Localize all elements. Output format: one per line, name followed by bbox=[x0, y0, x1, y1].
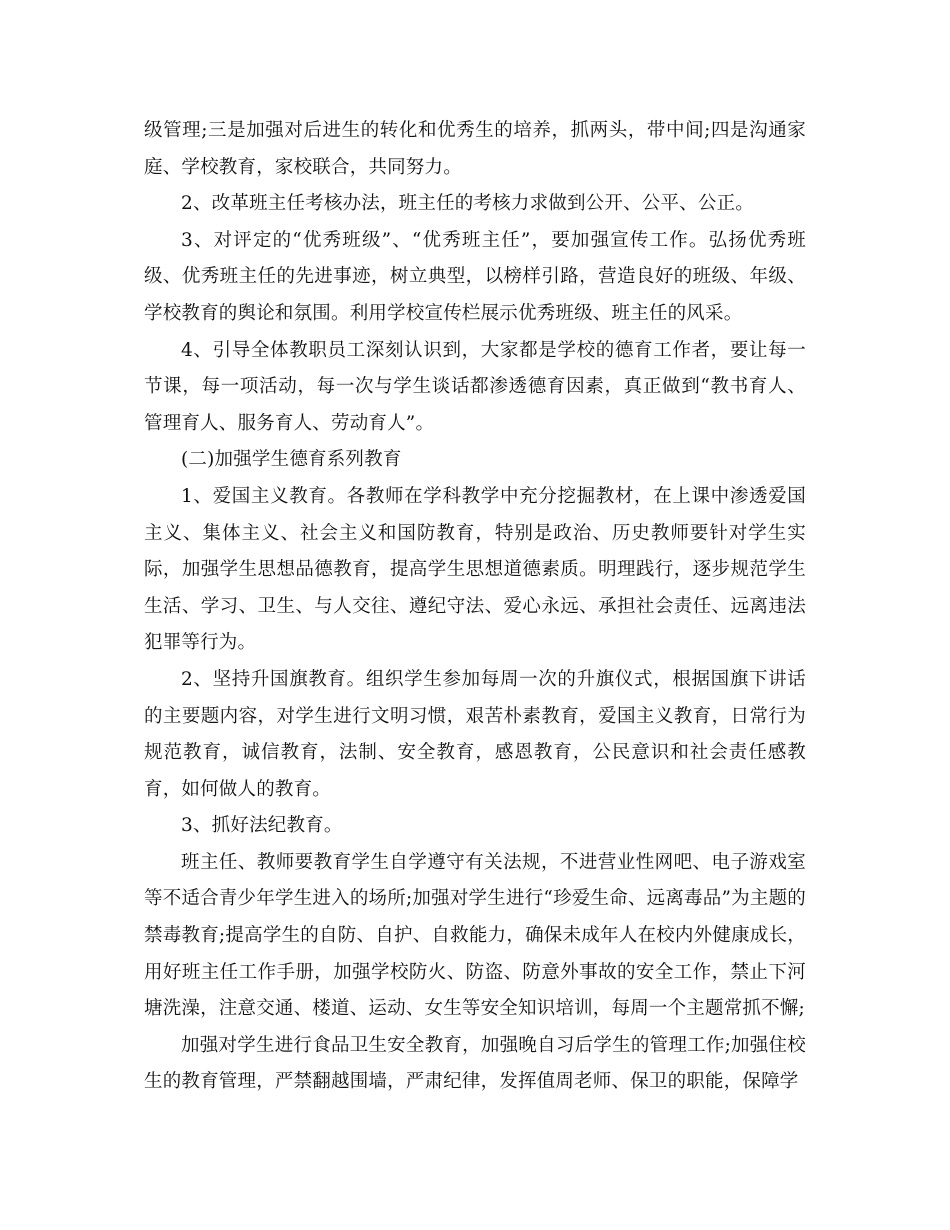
paragraph-item-2-assessment: 2、改革班主任考核办法，班主任的考核力求做到公开、公平、公正。 bbox=[181, 193, 754, 215]
paragraph-flag-raising: 2、坚持升国旗教育。组织学生参加每周一次的升旗仪式，根据国旗下讲话的主要题内容，对学生进行文明习惯，艰苦朴素教育，爱国主义教育，日常行为规范教育，诚信教育，法制、安全教育，感恩教育，公民意识和社会责任感教育，如何做人的教育。 bbox=[144, 668, 806, 800]
paragraph-safety: 班主任、教师要教育学生自学遵守有关法规，不进营业性网吧、电子游戏室等不适合青少年学生进入的场所;加强对学生进行“珍爱生命、远离毒品”为主题的禁毒教育;提高学生的自防、自护、自救能力，确保未成年人在校内外健康成长，用好班主任工作手册，加强学校防火、防盗、防意外事故的安全工作，禁止下河塘洗澡，注意交通、楼道、运动、女生等安全知识培训，每周一个主题常抓不懈; bbox=[144, 851, 806, 1020]
document-body bbox=[144, 113, 806, 1101]
paragraph-item-3-publicity: 3、对评定的“优秀班级”、“优秀班主任”，要加强宣传工作。弘扬优秀班级、优秀班主任的先进事迹，树立典型，以榜样引路，营造良好的班级、年级、学校教育的舆论和氛围。利用学校宣传栏展示优秀班级、班主任的风采。 bbox=[144, 229, 806, 324]
paragraph-food-safety: 加强对学生进行食品卫生安全教育，加强晚自习后学生的管理工作;加强住校生的教育管理，严禁翻越围墙，严肃纪律，发挥值周老师、保卫的职能，保障学 bbox=[144, 1034, 806, 1093]
paragraph-item-4-staff: 4、引导全体教职员工深刻认识到，大家都是学校的德育工作者，要让每一节课，每一项活动，每一次与学生谈话都渗透德育因素，真正做到“教书育人、管理育人、服务育人、劳动育人”。 bbox=[144, 339, 806, 434]
paragraph-continuation: 级管理;三是加强对后进生的转化和优秀生的培养，抓两头，带中间;四是沟通家庭、学校教育，家校联合，共同努力。 bbox=[144, 120, 806, 178]
paragraph-patriotism: 1、爱国主义教育。各教师在学科教学中充分挖掘教材，在上课中渗透爱国主义、集体主义、社会主义和国防教育，特别是政治、历史教师要针对学生实际，加强学生思想品德教育，提高学生思想道德素质。明理践行，逐步规范学生生活、学习、卫生、与人交往、遵纪守法、爱心永远、承担社会责任、远离违法犯罪等行为。 bbox=[144, 485, 806, 654]
paragraph-law-education: 3、抓好法纪教育。 bbox=[181, 815, 343, 837]
section-heading: (二)加强学生德育系列教育 bbox=[181, 449, 402, 471]
